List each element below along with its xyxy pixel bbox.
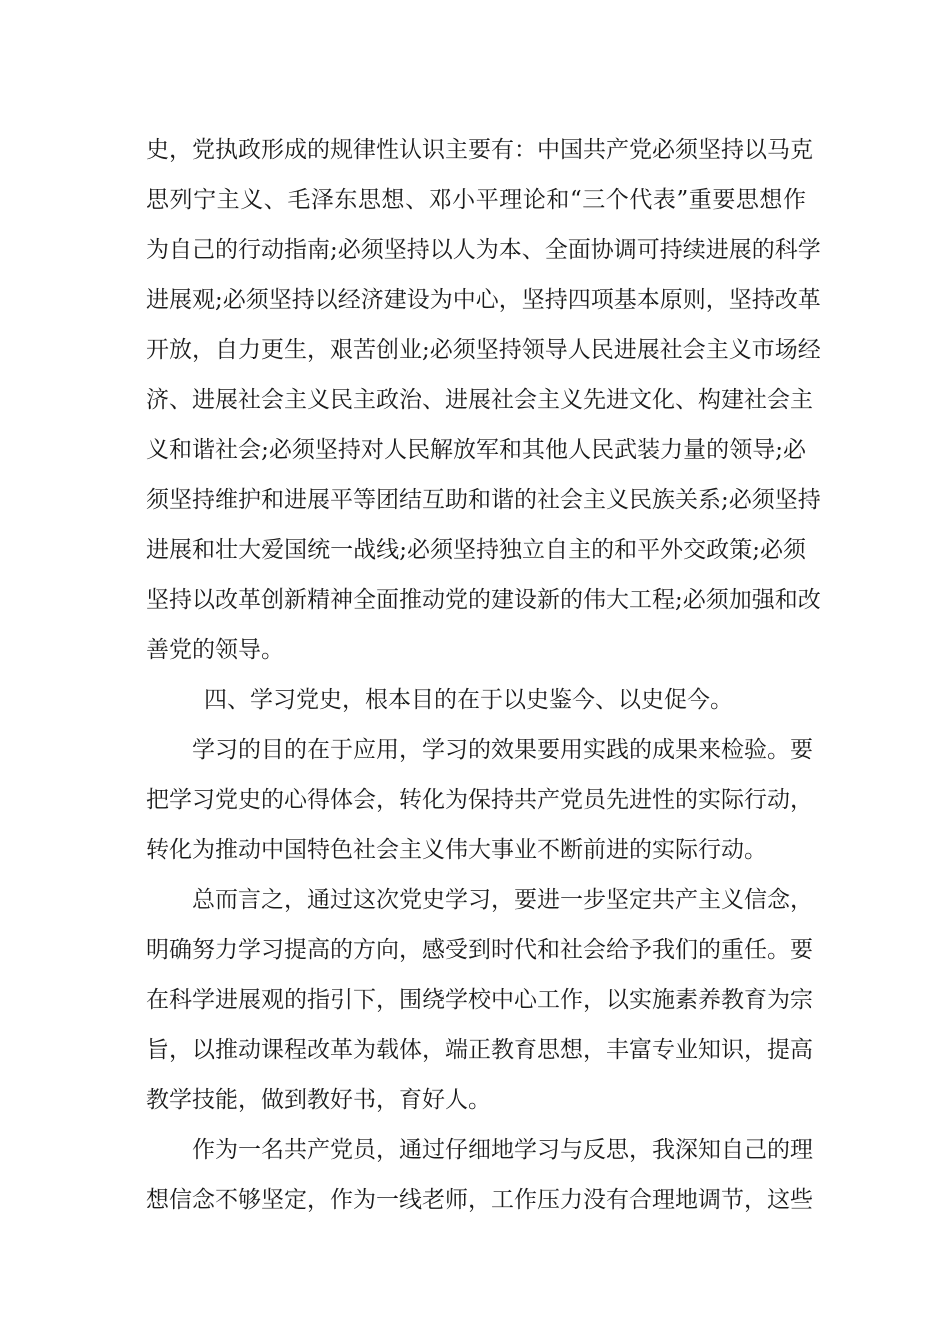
text-line: 坚持以改革创新精神全面推动党的建设新的伟大工程;必须加强和改 <box>146 587 821 613</box>
text-line: 须坚持维护和进展平等团结互助和谐的社会主义民族关系;必须坚持 <box>146 487 821 513</box>
text-line: 作为一名共产党员，通过仔细地学习与反思，我深知自己的理 <box>192 1137 813 1163</box>
text-line: 旨，以推动课程改革为载体，端正教育思想，丰富专业知识，提高 <box>146 1037 813 1063</box>
text-line: 史，党执政形成的规律性认识主要有：中国共产党必须坚持以马克 <box>146 137 813 163</box>
text-line: 开放，自力更生，艰苦创业;必须坚持领导人民进展社会主义市场经 <box>146 337 821 363</box>
text-line: 在科学进展观的指引下，围绕学校中心工作，以实施素养教育为宗 <box>146 987 813 1013</box>
text-line: 明确努力学习提高的方向，感受到时代和社会给予我们的重任。要 <box>146 937 813 963</box>
text-line: 总而言之，通过这次党史学习，要进一步坚定共产主义信念， <box>192 887 813 913</box>
text-line: 进展观;必须坚持以经济建设为中心，坚持四项基本原则，坚持改革 <box>146 287 821 313</box>
text-line: 思列宁主义、毛泽东思想、邓小平理论和“三个代表”重要思想作 <box>146 187 806 213</box>
text-line: 想信念不够坚定，作为一线老师，工作压力没有合理地调节，这些 <box>146 1187 813 1213</box>
text-line: 转化为推动中国特色社会主义伟大事业不断前进的实际行动。 <box>146 837 767 863</box>
text-line: 进展和壮大爱国统一战线;必须坚持独立自主的和平外交政策;必须 <box>146 537 806 563</box>
text-line: 教学技能，做到教好书，育好人。 <box>146 1087 491 1113</box>
text-line: 把学习党史的心得体会，转化为保持共产党员先进性的实际行动， <box>146 787 813 813</box>
section-heading: 四、学习党史，根本目的在于以史鉴今、以史促今。 <box>204 687 733 713</box>
text-line: 为自己的行动指南;必须坚持以人为本、全面协调可持续进展的科学 <box>146 237 821 263</box>
text-line: 义和谐社会;必须坚持对人民解放军和其他人民武装力量的领导;必 <box>146 437 806 463</box>
text-line: 学习的目的在于应用，学习的效果要用实践的成果来检验。要 <box>192 737 813 763</box>
text-line: 济、进展社会主义民主政治、进展社会主义先进文化、构建社会主 <box>146 387 813 413</box>
text-line: 善党的领导。 <box>146 637 284 663</box>
